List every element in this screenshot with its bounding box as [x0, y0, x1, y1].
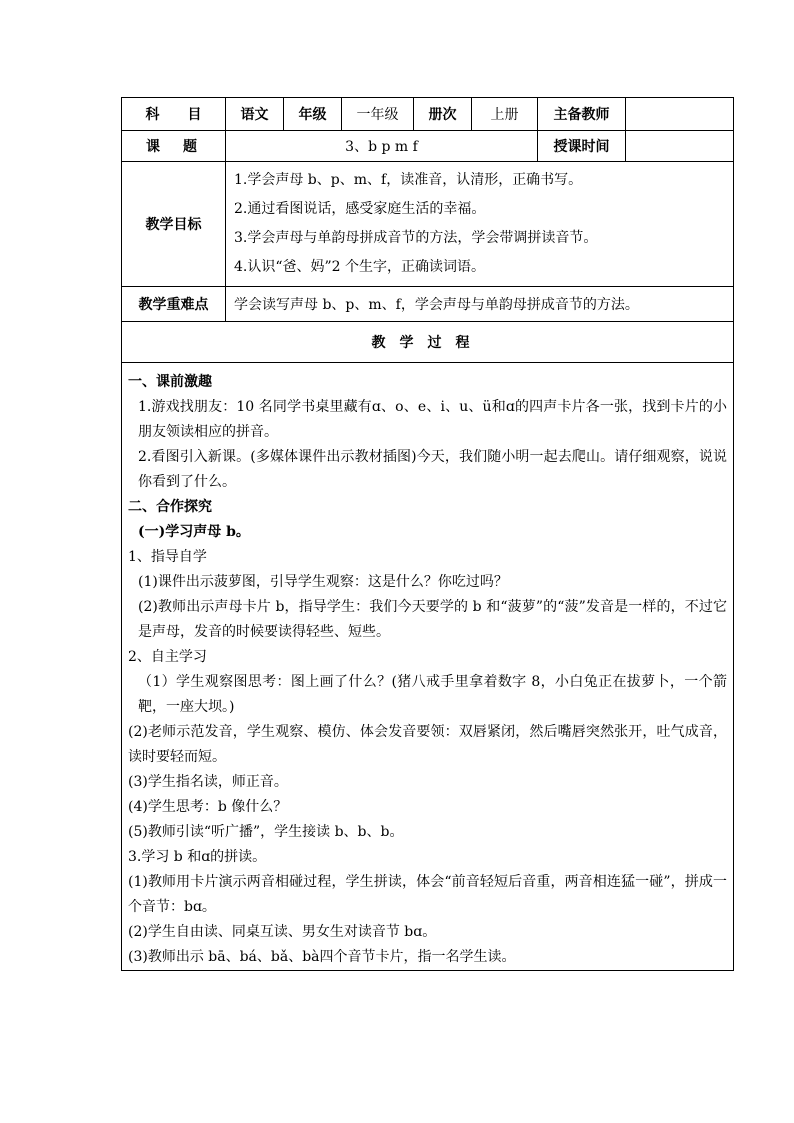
- process-paragraph: (4)学生思考：b 像什么？: [128, 799, 288, 815]
- time-label: 授课时间: [538, 131, 626, 162]
- grade-value: 一年级: [342, 98, 414, 131]
- section-heading: 二、合作探究: [128, 499, 212, 515]
- topic-label-right: 题: [183, 139, 197, 155]
- process-paragraph: 3.学习 b 和ɑ的拼读。: [128, 849, 267, 865]
- volume-value: 上册: [472, 98, 538, 131]
- goals-list: [226, 162, 734, 287]
- topic-label-left: 课: [146, 139, 160, 155]
- subsection-heading: (一)学习声母 b。: [138, 524, 250, 540]
- process-paragraph: 1、指导自学: [128, 549, 207, 565]
- focus-row: [122, 287, 734, 322]
- topic-value: 3、b p m f: [226, 131, 538, 162]
- process-content-row: [122, 363, 734, 971]
- teacher-value: [626, 98, 734, 131]
- volume-label: 册次: [414, 98, 472, 131]
- process-paragraph: (2)老师示范发音，学生观察、模仿、体会发音要领：双唇紧闭，然后嘴唇突然张开，吐气成音，读时要轻而短。: [128, 724, 727, 765]
- lesson-plan-table: [121, 97, 734, 971]
- lesson-plan-page: [121, 97, 733, 971]
- focus-label: 教学重难点: [122, 287, 226, 322]
- process-content: [122, 363, 734, 971]
- process-title: 教学过程: [122, 322, 734, 363]
- goal-item: 2.通过看图说话，感受家庭生活的幸福。: [234, 201, 486, 217]
- process-paragraph: (3)教师出示 bā、bá、bǎ、bà四个音节卡片，指一名学生读。: [128, 949, 516, 965]
- time-value: [626, 131, 734, 162]
- section-heading: 一、课前激趣: [128, 374, 212, 390]
- subject-label: 科 目: [122, 98, 226, 131]
- goal-item: 3.学会声母与单韵母拼成音节的方法，学会带调拼读音节。: [234, 230, 598, 246]
- process-paragraph: 2、自主学习: [128, 649, 207, 665]
- process-paragraph: (3)学生指名读，师正音。: [128, 774, 288, 790]
- teacher-label: 主备教师: [538, 98, 626, 131]
- goals-label: 教学目标: [122, 162, 226, 287]
- process-paragraph: (2)学生自由读、同桌互读、男女生对读音节 bɑ。: [128, 924, 437, 940]
- goal-item: 1.学会声母 b、p、m、f，读准音，认清形，正确书写。: [234, 172, 583, 188]
- subject-value: 语文: [226, 98, 284, 131]
- topic-label-cell: [122, 131, 226, 162]
- process-title-row: [122, 322, 734, 363]
- goal-item: 4.认识“爸、妈”2 个生字，正确读词语。: [234, 259, 486, 275]
- process-paragraph: (1)教师用卡片演示两音相碰过程，学生拼读，体会“前音轻短后音重，两音相连猛一碰”，拼成一个音节：bɑ。: [128, 874, 727, 915]
- grade-label: 年级: [284, 98, 342, 131]
- process-paragraph: （1）学生观察图思考：图上画了什么？(猪八戒手里拿着数字 8，小白兔正在拔萝卜，一个箭靶，一座大坝。): [138, 674, 727, 715]
- header-row: [122, 98, 734, 131]
- process-paragraph: 2.看图引入新课。(多媒体课件出示教材插图)今天，我们随小明一起去爬山。请仔细观察，说说你看到了什么。: [138, 449, 727, 490]
- process-paragraph: (5)教师引读“听广播”，学生接读 b、b、b。: [128, 824, 404, 840]
- goals-row: [122, 162, 734, 287]
- process-paragraph: (1)课件出示菠萝图，引导学生观察：这是什么？你吃过吗？: [138, 574, 508, 590]
- process-paragraph: 1.游戏找朋友：10 名同学书桌里藏有ɑ、o、e、i、u、ü和ɑ的四声卡片各一张，找到卡片的小朋友领读相应的拼音。: [138, 399, 727, 440]
- process-paragraph: (2)教师出示声母卡片 b，指导学生：我们今天要学的 b 和“菠萝”的“菠”发音是一样的，不过它是声母，发音的时候要读得轻些、短些。: [138, 599, 727, 640]
- focus-value: 学会读写声母 b、p、m、f，学会声母与单韵母拼成音节的方法。: [226, 287, 734, 322]
- topic-row: [122, 131, 734, 162]
